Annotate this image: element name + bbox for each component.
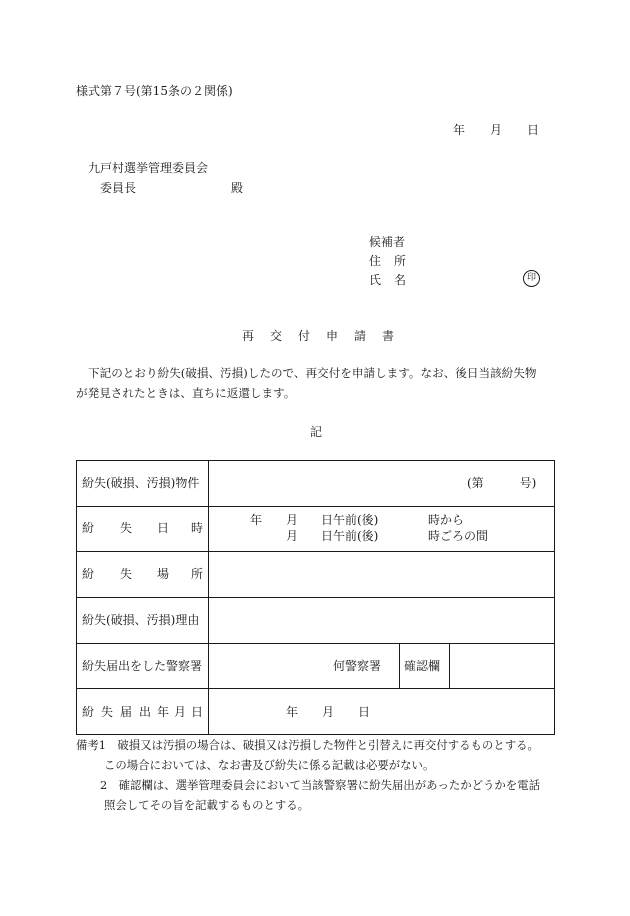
row2-label-1: 紛 xyxy=(82,521,95,535)
title-char-5: 請 xyxy=(354,329,367,343)
body-line-1: 下記のとおり紛失(破損、汚損)したので、再交付を申請します。なお、後日当該紛失物 xyxy=(88,366,537,380)
row2-label-3: 日 xyxy=(157,521,170,535)
row2-line2-day: 日午前(後) xyxy=(321,529,379,543)
row6-day: 日 xyxy=(358,705,371,719)
recipient-title: 委員長 xyxy=(100,181,137,195)
date-month: 月 xyxy=(490,123,503,137)
row2-line1-year: 年 xyxy=(250,513,263,527)
recipient-honorific: 殿 xyxy=(231,181,244,195)
note-1: 備考1 破損又は汚損の場合は、破損又は汚損した物件と引替えに再交付するものとする。 xyxy=(76,738,539,752)
row6-label-6: 月 xyxy=(174,705,187,719)
row6-year: 年 xyxy=(286,705,299,719)
row2-line1-tail: 時から xyxy=(428,513,465,527)
row2-line1-month: 月 xyxy=(286,513,299,527)
address-label-1: 住 xyxy=(369,254,382,268)
body-line-2: が発見されたときは、直ちに返還します。 xyxy=(76,386,296,400)
title-char-3: 付 xyxy=(298,329,311,343)
row2-line2-tail: 時ごろの間 xyxy=(428,529,489,543)
row6-label-5: 年 xyxy=(157,705,170,719)
row2-label-4: 時 xyxy=(191,521,204,535)
row6-month: 月 xyxy=(322,705,335,719)
date-day: 日 xyxy=(527,123,540,137)
applicant-header: 候補者 xyxy=(369,235,406,249)
address-label-2: 所 xyxy=(394,254,407,268)
row4-label: 紛失(破損、汚損)理由 xyxy=(82,613,200,627)
note-1-cont: この場合においては、なお書及び紛失に係る記載は必要がない。 xyxy=(104,758,435,772)
seal-mark: 印 xyxy=(523,270,540,287)
row3-label-4: 所 xyxy=(191,567,204,581)
name-label-2: 名 xyxy=(394,273,407,287)
row3-label-2: 失 xyxy=(120,567,133,581)
row3-label-3: 場 xyxy=(157,567,170,581)
row2-line1-day: 日午前(後) xyxy=(321,513,379,527)
recipient-org: 九戸村選挙管理委員会 xyxy=(88,161,209,175)
row1-number: (第 号) xyxy=(467,476,537,490)
note-2: 2 確認欄は、選挙管理委員会において当該警察署に紛失届出があったかどうかを電話 xyxy=(100,778,540,792)
row6-label-3: 届 xyxy=(120,705,133,719)
form-number: 様式第７号(第15条の２関係) xyxy=(76,84,233,98)
row3-label-1: 紛 xyxy=(82,567,95,581)
row5-police: 何警察署 xyxy=(333,659,382,673)
note-2-cont: 照会してその旨を記載するものとする。 xyxy=(104,798,310,812)
row6-label-1: 紛 xyxy=(82,705,95,719)
row6-label-4: 出 xyxy=(139,705,152,719)
row6-label-7: 日 xyxy=(191,705,204,719)
row2-line2-month: 月 xyxy=(286,529,299,543)
date-year: 年 xyxy=(453,123,466,137)
row2-label-2: 失 xyxy=(120,521,133,535)
name-label-1: 氏 xyxy=(369,273,382,287)
row5-confirm: 確認欄 xyxy=(404,659,441,673)
title-char-2: 交 xyxy=(270,329,283,343)
title-char-4: 申 xyxy=(326,329,339,343)
title-char-6: 書 xyxy=(382,329,395,343)
ki-label: 記 xyxy=(310,425,323,439)
row5-label: 紛失届出をした警察署 xyxy=(82,659,203,673)
row6-label-2: 失 xyxy=(101,705,114,719)
title-char-1: 再 xyxy=(242,329,255,343)
row1-label: 紛失(破損、汚損)物件 xyxy=(82,476,200,490)
